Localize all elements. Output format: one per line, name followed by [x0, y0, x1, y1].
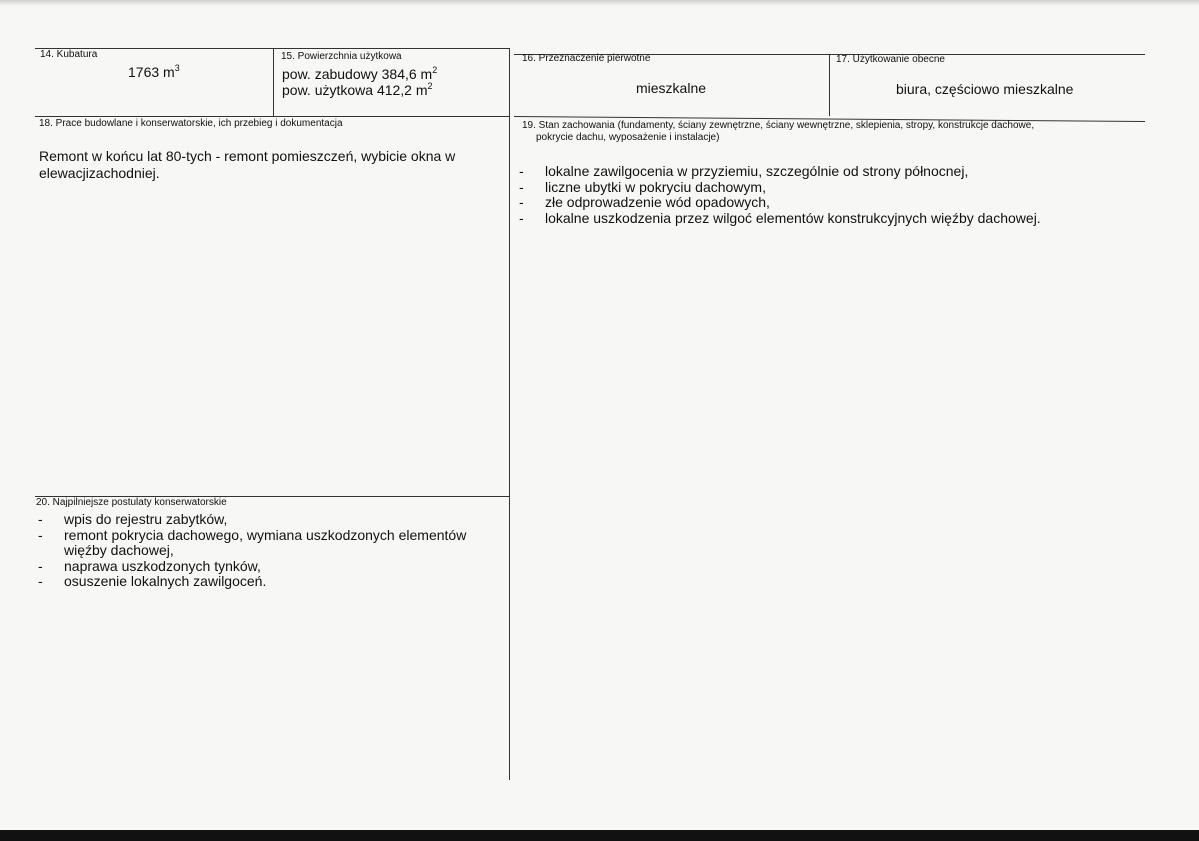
- field-16-caption: 16. Przeznaczenie pierwotne: [522, 53, 651, 64]
- field-15-line1-sup: 2: [432, 65, 438, 75]
- list-item-text: naprawa uszkodzonych tynków,: [64, 557, 261, 574]
- field-15-line1: [282, 66, 437, 82]
- list-item: [519, 195, 1139, 211]
- list-marker: -: [38, 526, 43, 543]
- list-marker: -: [38, 557, 43, 574]
- field-19-caption-line2: pokrycie dachu, wyposażenie i instalacje): [536, 132, 720, 143]
- field-20-list: [38, 512, 488, 590]
- field-19-caption-line1: 19. Stan zachowania (fundamenty, ściany zewnętrzne, ściany wewnętrzne, sklepienia, stropy, konstrukcje dachowe,: [522, 120, 1035, 131]
- rule-divider-16-17: [829, 54, 830, 116]
- list-item-text: osuszenie lokalnych zawilgoceń.: [64, 573, 267, 589]
- field-15-line2-sup: 2: [427, 81, 433, 91]
- field-14-value-text: 1763 m: [128, 64, 175, 80]
- field-14-value-sup: 3: [174, 63, 180, 73]
- list-item-text: złe odprowadzenie wód opadowych,: [545, 194, 770, 210]
- field-17-caption: 17. Użytkowanie obecne: [836, 54, 945, 65]
- list-item: [38, 574, 488, 590]
- list-item: [38, 559, 488, 575]
- field-14-caption: 14. Kubatura: [40, 49, 98, 60]
- list-item-text: lokalne zawilgocenia w przyziemiu, szczególnie od strony północnej,: [545, 163, 969, 179]
- field-14-value: [128, 64, 180, 80]
- field-15-line1-text: pow. zabudowy 384,6 m: [282, 66, 433, 82]
- list-item-text: wpis do rejestru zabytków,: [64, 511, 228, 527]
- list-marker: -: [519, 209, 524, 226]
- list-marker: -: [519, 163, 524, 179]
- field-20-caption: 20. Najpilniejsze postulaty konserwatorskie: [36, 497, 227, 508]
- field-18-text: Remont w końcu lat 80-tych - remont pomieszczeń, wybicie okna w elewacjizachodniej.: [39, 148, 456, 181]
- field-15-caption: 15. Powierzchnia użytkowa: [281, 51, 402, 62]
- field-19-list: [519, 164, 1139, 226]
- rule-mid-left: [35, 116, 510, 117]
- list-item-text: remont pokrycia dachowego, wymiana uszkodzonych elementów więźby dachowej,: [64, 526, 467, 558]
- list-item: [519, 211, 1139, 227]
- list-item-text: lokalne uszkodzenia przez wilgoć elementów konstrukcyjnych więźby dachowej.: [545, 209, 1041, 226]
- rule-center: [509, 48, 510, 780]
- field-16-value: mieszkalne: [636, 80, 707, 96]
- list-item: [519, 180, 1139, 196]
- list-marker: -: [519, 194, 524, 210]
- list-marker: -: [519, 178, 524, 195]
- list-item-text: liczne ubytki w pokryciu dachowym,: [545, 178, 766, 195]
- scan-edge-shadow: [0, 0, 1199, 6]
- field-15-line2-text: pow. użytkowa 412,2 m: [282, 82, 428, 98]
- field-15-line2: [282, 82, 433, 98]
- field-18-caption: 18. Prace budowlane i konserwatorskie, ich przebieg i dokumentacja: [39, 118, 343, 129]
- field-17-value: biura, częściowo mieszkalne: [896, 81, 1074, 97]
- list-marker: -: [38, 511, 43, 527]
- list-item: [519, 164, 1139, 180]
- list-marker: -: [38, 573, 43, 589]
- rule-divider-14-15: [273, 48, 274, 116]
- list-item: [38, 528, 488, 559]
- scan-bottom-edge: [0, 830, 1199, 841]
- list-item: [38, 512, 488, 528]
